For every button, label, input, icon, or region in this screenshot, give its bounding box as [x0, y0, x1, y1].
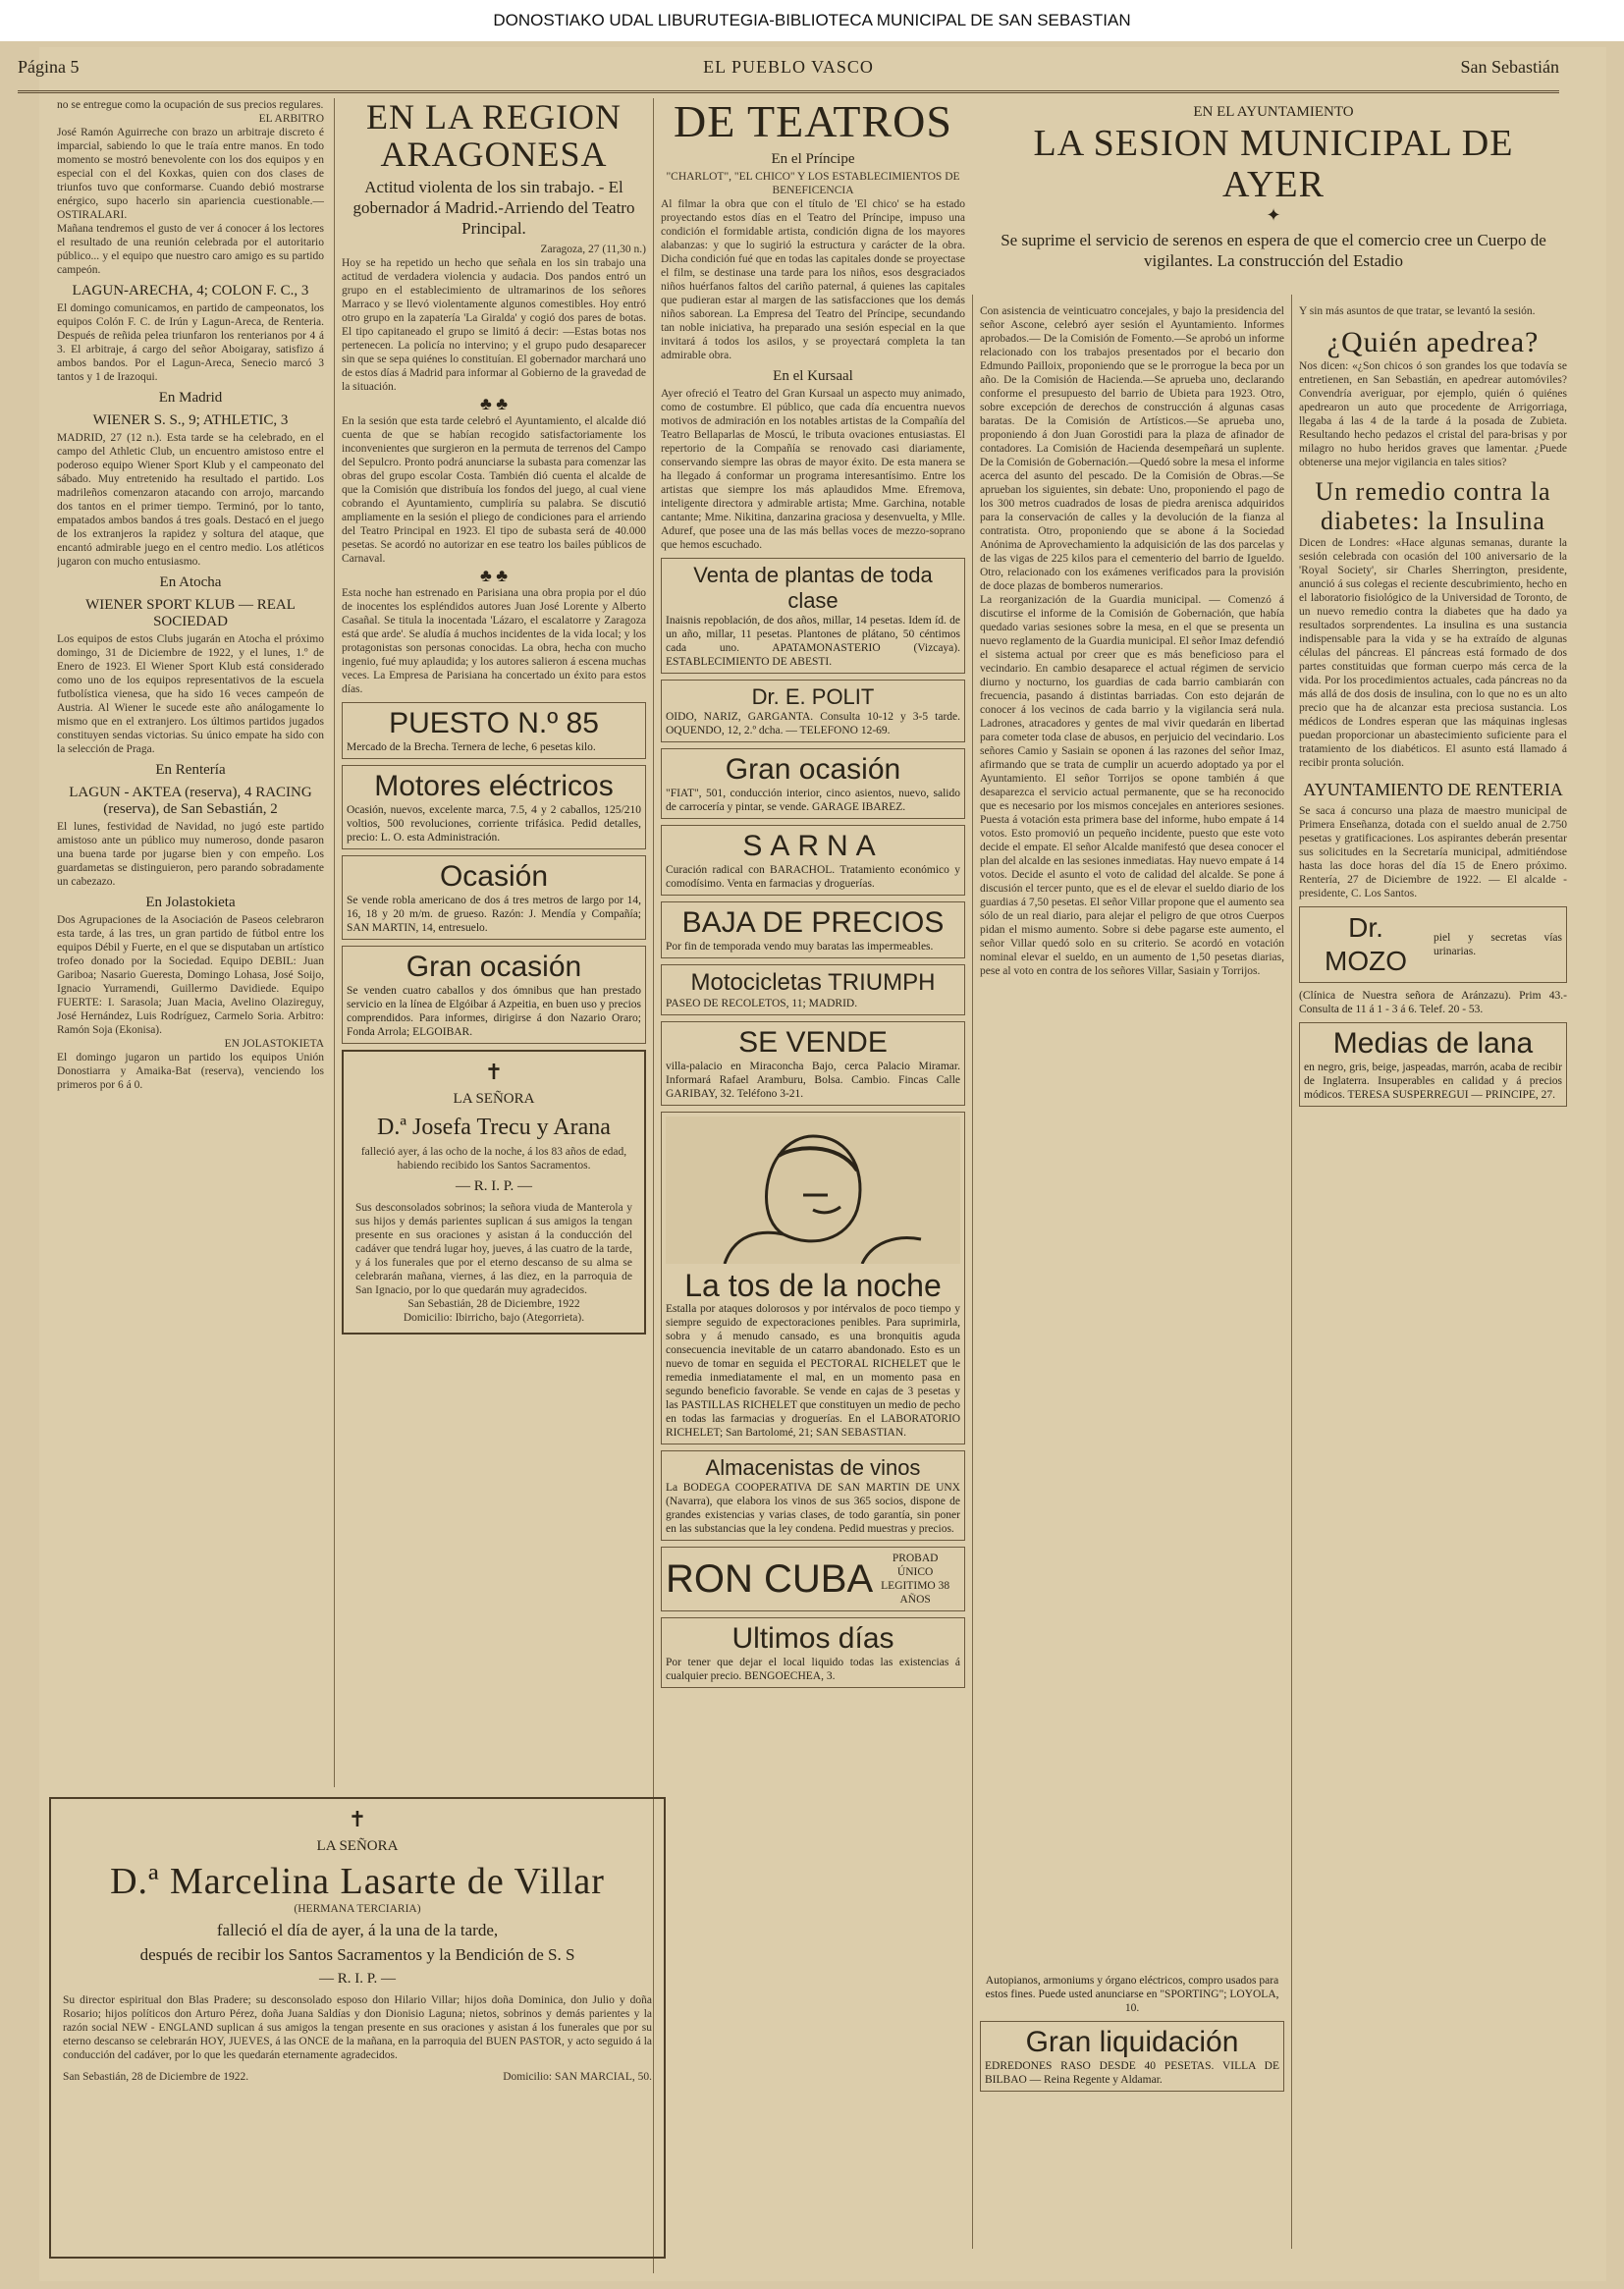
article-text: El domingo comunicamos, en partido de campeonatos, los equipos Colón F. C. de Irún y Lagun-Areca, de Renteria. Después de reñida pelea triunfaron los renterianos por 4 á 3. El arbitraje, á cargo del señor Aboigaray, satisfizo á ambos bandos. Por el Lagun-Areca, Senecio marcó 3 tantos y 1 de Irazoqui.: [57, 302, 324, 383]
column-sports: [57, 98, 324, 1782]
column-municipal-left: [980, 304, 1284, 1964]
article-text: Ayer ofreció el Teatro del Gran Kursaal un aspecto muy animado, como de costumbre. El público, que cada día encuentra nuevos motivos de admiración en los notables artistas de la Compañía del Teatro Bellaparlas de Moscú, le tributa ovaciones entusiastas. El repertorio de la Compañía se renovado casi diariamente, conservando siempre las obras de mayor éxito. De esta manera se ha llegado á conformar un programa interesantísimo. Entre los artistas que siempre los más aplaudidos Mme. Efremova, inteligente directora y admirable artista; Mme. Garchina, notable cantante; Mme. Nikitina, danzarina graciosa y desenvuelta, y Mlle. Aduref, que posee una de las más bellas voces de mezzo-soprano que hemos escuchado.: [661, 388, 965, 551]
article-text: Hoy se ha repetido un hecho que señala en los sin trabajo una actitud de verdadera violencia y audacia. Dos pandos entró un grupo en el establecimiento de ultramarinos de los señores Marraco y se llevó violentamente algunos comestibles. Hoy entró otro grupo en la zapatería 'La Giralda' y cogió dos pares de botas. El tipo capitaneado el grupo se limitó á decir: —Estas botas nos pertenecen. La policía no intervino; y el grupo pudo desaparecer sin que se sepa quiénes lo constituían. El gobernador marchará uno de estos días á Madrid para informar al Gobierno de la gravedad de la situación.: [342, 257, 646, 393]
article-text: Dicen de Londres: «Hace algunas semanas, durante la sesión celebrada con ocasión del 100 aniversario de la 'Royal Society', sir Charles Sherrington, presidente, anunció á sus colegas el reciente descubrimiento, hecho en el laboratorio fisiológico de la Universidad de Toronto, de un nuevo remedio contra la diabetes que ha dado ya resultados sorprendentes. La insulina es una sustancia indispensable para la vida y se ha extraído de algunas células del páncreas. El páncreas está formado de dos partes constituidas que forman cuerpo más cerca de la vida. Por los procedimientos actuales, cada páncreas no da más allá de dos dosis de insulina, con lo que no es un alto precio que ha de alcanzar esta preciosa sustancia. Los médicos de Londres esperan que las máquinas inglesas puedan proporcionar un abastecimiento suficiente para el tratamiento de los diabéticos. El asunto está llamado á recibir pronta solución.: [1299, 537, 1567, 769]
obituary-home: Domicilio: SAN MARCIAL, 50.: [503, 2071, 652, 2083]
ad-heading: Gran ocasión: [406, 951, 582, 983]
library-header: DONOSTIAKO UDAL LIBURUTEGIA-BIBLIOTECA MUNICIPAL DE SAN SEBASTIAN: [0, 0, 1624, 41]
column-aragon: [342, 98, 646, 1782]
ad-tos: [661, 1112, 965, 1444]
headline: AYUNTAMIENTO DE RENTERIA: [1303, 780, 1563, 799]
column-rule: [972, 295, 973, 2249]
ad-heading: Dr. E. POLIT: [751, 684, 875, 709]
column-theatres: [661, 98, 965, 2273]
byline: EN JOLASTOKIETA: [224, 1038, 324, 1050]
obituary-title: LA SEÑORA: [316, 1838, 399, 1854]
obituary-text: falleció ayer, á las ocho de la noche, á los 83 años de edad, habiendo recibido los Santos Sacramentos.: [360, 1146, 627, 1172]
ad-liquidacion: [980, 2021, 1284, 2092]
article-text: Nos dicen: «¿Son chicos ó son grandes los que todavía se entretienen, en San Sebastián, en apedrear automóviles? Convendría averiguar, por ejemplo, quién ó quiénes apedrearon un auto que procedente de Arrigorriaga, llegaba á las 4 de la tarde á la posada de Zubieta. Resultando hecho pedazos el cristal del para-brisas y por milagro no hubo heridos graves que lamentar. ¿Puede obtenerse una mejor vigilancia en tales sitios?: [1299, 360, 1567, 468]
obituary-trecu: [342, 1050, 646, 1335]
article-text: El lunes, festividad de Navidad, no jugó este partido amistoso ante un público muy numeroso, donde pasaron una buena tarde por jugarse bien y con empeño. Los guardametas se distinguieron, pero parando sobradamente un cabezazo.: [57, 821, 324, 888]
ad-gran-ocasion: [342, 946, 646, 1044]
article-text: Mañana tendremos el gusto de ver á conocer á los lectores el resultado de una reunión celebrada por el autoritario público... y el equipo que nuestro caro amigo es su partido campeón.: [57, 223, 324, 276]
cross-icon: ✝: [348, 1807, 367, 1831]
obituary-name: D.ª Marcelina Lasarte de Villar: [110, 1861, 605, 1902]
ad-motores: [342, 765, 646, 849]
ad-text: Por fin de temporada vendo muy baratas las impermeables.: [666, 941, 934, 953]
subheading: "CHARLOT", "EL CHICO" Y LOS ESTABLECIMIENTOS DE BENEFICENCIA: [666, 171, 960, 196]
obituary-lasarte: [49, 1797, 666, 2259]
ad-heading: Venta de plantas de toda clase: [693, 563, 933, 613]
ad-gran-ocasion: [661, 748, 965, 819]
ad-heading: Gran liquidación: [1025, 2026, 1239, 2058]
ad-text: La BODEGA COOPERATIVA DE SAN MARTIN DE UNX (Navarra), que elabora los vinos de sus 365 socios, dispone de grandes existencias y varias clases, de todo garantía, sin poner en las substancias que la ley condena. Pedid muestras y precios.: [666, 1482, 960, 1535]
ad-text: Por tener que dejar el local liquido todas las existencias á cualquier precio. BENGOECHEA, 3.: [666, 1657, 960, 1682]
article-text: Esta noche han estrenado en Parisiana una obra propia por el dúo de inocentes los espléndidos autores Juan José Lorente y Alberto Casañal. Se titula la inocentada 'Lázaro, el escalatorre y Zaragoza está que arde'. Se aludía á muchos incidentes de la vida local; y los protagonistas son personas conocidas. La obra, hecha con mucho ingenio, fué muy aplaudida; y los autores salieron á escena muchas veces. La Empresa de Parisiana ha concertado un éxito para estos días.: [342, 587, 646, 695]
section-heading: En el Kursaal: [773, 368, 853, 384]
dateline: Zaragoza, 27 (11,30 n.): [540, 244, 646, 255]
ad-vinos: [661, 1450, 965, 1541]
column-rule: [334, 98, 335, 1787]
ad-text: OIDO, NARIZ, GARGANTA. Consulta 10-12 y 3-5 tarde. OQUENDO, 12, 2.º dcha. — TELEFONO 12-69.: [666, 711, 960, 736]
ad-text: (Clínica de Nuestra señora de Aránzazu). Prim 43.-Consulta de 11 á 1 - 3 á 6. Telef. 20 - 53.: [1299, 990, 1567, 1015]
article-text: Los equipos de estos Clubs jugarán en Atocha el próximo domingo, 31 de Diciembre de 1922, y el lunes, 1.º de Enero de 1923. El Wiener Sport Klub está considerado como uno de los equipos representativos de la escuela futbolística vienesa, que ha sido 16 veces campeón de Austria. Al Wiener le sucede este año análogamente lo mismo que en el extranjero. Los últimos partidos jugados constituyen sendas victorias. Su único empate ha sido con la selección de Praga.: [57, 633, 324, 755]
ad-text: Estalla por ataques dolorosos y por intérvalos de poco tiempo y siempre seguido de expectoraciones penibles. Para suprimirla, sobra y á menudo cansado, es una bronquitis aguda consecuencia inevitable de un catarro abandonado. Esto es un nuevo de tomar en seguida el PECTORAL RICHELET que le remedia inmediatamente el mal, en un momento pasa en segundo beneficio favorable. Se vende en cajas de 3 pesetas y las PASTILLAS RICHELET que constituyen un medio de pecho en todas las farmacias y droguerías. En el LABORATORIO RICHELET; San Bartolomé, 21; SAN SEBASTIAN.: [666, 1303, 960, 1439]
ad-heading: Ultimos días: [731, 1622, 894, 1655]
obituary-date: San Sebastián, 28 de Diciembre de 1922.: [63, 2071, 249, 2083]
masthead-rule: [18, 90, 1559, 93]
ornament: ♣ ♣: [479, 394, 509, 413]
article-text: Y sin más asuntos de que tratar, se levantó la sesión.: [1299, 305, 1536, 317]
article-text: Dos Agrupaciones de la Asociación de Paseos celebraron esta tarde, á las tres, un gran partido de fútbol entre los equipos Débil y Fuerte, en el que se disputaban un artístico trofeo donado por la Sociedad. Equipo DEBIL: Juan Gariboa; Nasario Gueresta, Domingo Lohasa, José Soijo, Ignacio Yurramendi, Guillermo Davidiede. Equipo FUERTE: I. Sarasola; Juan Macia, Avelino Olazireguy, José Hernández, Luis Rodríguez, Carmelo Soria. Arbitro: Ramón Soja (Ekonisa).: [57, 914, 324, 1036]
ad-text: "FIAT", 501, conducción interior, cinco asientos, nuevo, salido de carrocería y pintar, se vende. GARAGE IBAREZ.: [666, 788, 960, 813]
ad-text: en negro, gris, beige, jaspeadas, marrón, acaba de recibir de Inglaterra. Insuperables en calidad y á precios módicos. TERESA SUSPERREGUI — PRINCIPE, 27.: [1304, 1062, 1562, 1101]
obituary-body: Su director espiritual don Blas Pradere; su desconsolado esposo don Hilario Villar; hijos doña Dominica, don Julio y doña Rosario; hijos políticos don Arturo Pérez, doña Juana Saldías y don Dionisio Laguna; nietos, sobrinos y demás parientes y la razón social NEW - ENGLAND suplican á sus amigos la tengan presente en sus oraciones y asistan á los funerales que por su eterno descanso se celebrarán HOY, JUEVES, á las ONCE de la mañana, en la parroquia del BUEN PASTOR, y acto seguido á la conducción del cadáver, por lo que les quedarán eternamente agradecidos.: [63, 1994, 652, 2061]
section-heading: En Madrid: [158, 390, 223, 406]
ad-heading: SE VENDE: [738, 1026, 888, 1059]
ad-text: piel y secretas vías urinarias.: [1434, 932, 1562, 957]
ad-heading: La tos de la noche: [684, 1268, 942, 1303]
ad-sarna: [661, 825, 965, 896]
page-number: Página 5: [18, 57, 80, 77]
match-heading: LAGUN-ARECHA, 4; COLON F. C., 3: [72, 283, 309, 299]
article-text: José Ramón Aguirreche con brazo un arbitraje discreto é imparcial, sabiendo lo que le traía entre manos. En todo momento se mostró benevolente con los dos equipos y en especial con el del Koxkas, quien con dos clases de triunfos tuvo que conformarse. Cuando debió mostrarse enérgico, supo hacerlo sin apariencia cuestionable.— OSTIRALARI.: [57, 127, 324, 221]
obituary-rip: — R. I. P. —: [456, 1178, 532, 1194]
ad-puesto: [342, 702, 646, 759]
obituary-footer: [63, 2070, 652, 2084]
ad-heading: RON CUBA: [666, 1557, 874, 1601]
deck: Actitud violenta de los sin trabajo. - El gobernador á Madrid.-Arriendo del Teatro Principal.: [352, 178, 635, 238]
article-text: Con asistencia de veinticuatro concejales, y bajo la presidencia del señor Ascone, celebró ayer sesión el Ayuntamiento. Informes aprobados.— De la Comisión de Fomento.—Se aprobó un informe relacionado con los trabajos presentados por el becario don Edmundo Pailloix, proponiendo que se le prorrogue la beca por un año. De la Comisión de Hacienda.—Se aprueba uno, declarando conforme el presupuesto del barrio de Ubieta para 1923. Otro, sobre excepción de derechos de construcción á algunas casas baratas. De la Comisión de Artísticos.—Se aprueba uno, proponiendo á don Juan Gorostidi para la plaza de afinador de contadores. La Comisión de Hacienda desempeñará un suplente. De la Comisión de Gobernación.—Quedó sobre la mesa el informe acerca del asunto del pescado. De la Comisión de Obras.—Se aprueban los siguientes, sin debate: Uno, proponiendo el pago de los 300 metros cuadrados de losas de piedra arenisca adquiridos para la conservación de calles y la devolución de la fianza al contratista. Otro, proponiendo que se abone á la Sociedad Anónima de Aprovechamiento la adquisición de las dos parcelas y de las vigas de 225 kilos para el cementerio del barrio de Igueldo. Otro, relacionado con los exámenes verificados para la provisión de doce plazas de bomberos numerarios.: [980, 305, 1284, 592]
ad-plantas: [661, 558, 965, 674]
article-text: no se entregue como la ocupación de sus precios regulares.: [57, 99, 324, 111]
ad-text: villa-palacio en Miraconcha Bajo, cerca Palacio Miramar. Informará Rafael Aramburu, Bolsa. Cambio. Fincas Calle GARIBAY, 32. Teléfono 3-21.: [666, 1061, 960, 1100]
obituary-line: después de recibir los Santos Sacramentos y la Bendición de S. S: [139, 1945, 575, 1964]
headline: Un remedio contra la diabetes: la Insulina: [1315, 477, 1551, 535]
ad-heading: BAJA DE PRECIOS: [681, 906, 945, 939]
obituary-name: D.ª Josefa Trecu y Arana: [377, 1115, 611, 1140]
ad-baja-precios: [661, 901, 965, 958]
ad-heading: Motocicletas TRIUMPH: [690, 969, 936, 996]
ad-text: Se vende robla americano de dos á tres metros de largo por 14, 16, 18 y 20 m/m. de grueso. Razón: J. Mendía y Compañía; SAN MARTIN, 14, entresuelo.: [347, 895, 641, 934]
ad-text: Se venden cuatro caballos y dos ómnibus que han prestado servicio en la línea de Elgóibar á Azpeitia, en buen uso y precios comprendidos. Para informes, dirigirse á don Nazario Oraro; Fonda Arrola; ELGOIBAR.: [347, 985, 641, 1038]
article-text: En la sesión que esta tarde celebró el Ayuntamiento, el alcalde dió cuenta de que se habían recogido satisfactoriamente los inconvenientes que surgieron en la permuta de terrenos del Campo del Sepulcro. Pronto podrá anunciarse la subasta para comenzar las obras del grupo escolar Costa. También dió cuenta el alcalde de que la Comisión que distribuía los fondos del juego, al cual viene cobrando el Ayuntamiento, cumpliría su palabra. Se discutió ampliamente en la sesión el pliego de condiciones para el arriendo del Teatro Principal en 1923. El tipo de subasta será de 40.000 pesetas. Se acordó no autorizar en ese teatro los bailes públicos de Carnaval.: [342, 415, 646, 565]
obituary-home: Domicilio: Ibirricho, bajo (Ategorrieta).: [403, 1312, 585, 1324]
obituary-rip: — R. I. P. —: [319, 1971, 396, 1987]
ad-ocasion: [342, 855, 646, 940]
ad-ron-cuba: [661, 1547, 965, 1611]
headline: LA SESION MUNICIPAL DE AYER: [1033, 123, 1514, 205]
ad-text: EDREDONES RASO DESDE 40 PESETAS. VILLA DE BILBAO — Reina Regente y Aldamar.: [985, 2060, 1279, 2086]
ornament: ✦: [1266, 205, 1281, 225]
headline: ¿Quién apedrea?: [1326, 326, 1540, 358]
article-text: MADRID, 27 (12 n.). Esta tarde se ha celebrado, en el campo del Athletic Club, un encuentro amistoso entre el poderoso equipo Wiener Sport Klub y el campeonato del sábado. Muy entretenido ha resultado el partido. Los madrileños comenzaron atacando con arrojo, marcando dos tantos en el primer tiempo. Terminó, por lo tanto, empatados ambos bandos á tres goals. Destacó en el juego de los extranjeros la rapidez y soltura del ataque, que encantó admirable juego en el centro medio. Los atléticos jugaron con mucho entusiasmo.: [57, 432, 324, 568]
city-label: San Sebastián: [1460, 57, 1559, 77]
ad-text: Mercado de la Brecha. Ternera de leche, 6 pesetas kilo.: [347, 741, 596, 753]
ad-heading: Dr. MOZO: [1325, 912, 1408, 976]
column-municipal-right: [1299, 304, 1567, 2268]
ad-text: Curación radical con BARACHOL. Tratamiento económico y comodísimo. Venta en farmacias y droguerías.: [666, 864, 960, 890]
ad-heading: PUESTO N.º 85: [389, 707, 599, 739]
newspaper-title: EL PUEBLO VASCO: [703, 57, 874, 77]
deck: Se suprime el servicio de serenos en espera de que el comercio cree un Cuerpo de vigilantes. La construcción del Estadio: [1001, 231, 1546, 270]
section-heading: En el Príncipe: [771, 151, 855, 167]
headline: DE TEATROS: [674, 98, 952, 146]
byline: EL ARBITRO: [258, 113, 324, 125]
ad-dr-mozo: [1299, 906, 1567, 983]
article-text: Se saca á concurso una plaza de maestro municipal de Primera Enseñanza, dotada con el sueldo anual de 2.750 pesetas y gratificaciones. Los aspirantes deberán presentar sus solicitudes en la Secretaría municipal, admitiéndose hasta las doce horas del día 15 de Enero próximo. Rentería, 27 de Diciembre de 1922. — El alcalde - presidente, C. Los Santos.: [1299, 805, 1567, 899]
obituary-body: Sus desconsolados sobrinos; la señora viuda de Manterola y sus hijos y demás parientes suplican á sus amigos la tengan presente en sus oraciones y asistan á la conducción del cadáver que tendrá lugar hoy, jueves, á las cuatro de la tarde, y á los funerales que por el eterno descanso de su alma se celebrarán mañana, viernes, á las diez, en la parroquia de San Ignacio, por lo que quedarán muy agradecidos.: [355, 1202, 632, 1296]
ad-heading: Gran ocasión: [725, 753, 901, 786]
cross-icon: ✝: [484, 1060, 504, 1084]
column-rule: [1291, 295, 1292, 2249]
section-heading: En Atocha: [159, 574, 222, 590]
ad-heading: Motores eléctricos: [374, 770, 614, 802]
ad-ultimos-dias: [661, 1617, 965, 1688]
bottom-ads: [980, 1974, 1284, 2268]
match-heading: LAGUN - AKTEA (reserva), 4 RACING (reserva), de San Sebastián, 2: [69, 785, 312, 817]
ad-heading: Almacenistas de vinos: [705, 1455, 921, 1480]
section-heading: En Jolastokieta: [145, 895, 236, 910]
kicker: EN EL AYUNTAMIENTO: [1193, 104, 1354, 120]
ad-se-vende: [661, 1021, 965, 1106]
article-text: La reorganización de la Guardia municipal. — Comenzó á discutirse el informe de la Comisión de Gobernación, que había quedado varias sesiones sobre la mesa, en el que se presenta un nuevo reglamento de la Guardia municipal. El señor Imaz defendió el sistema actual por creer que es más beneficioso para el vecindario. En cambio desaparece el actual régimen de servicio diurno y nocturno, los guardias de cada barrio cambiarán con frecuencia, pasando á distintas barriadas. Con esto dejarán de conocer á los vecinos de cada barrio y la vigilancia será nula. Ladrones, atracadores y gentes de mal vivir quedarán en libertad para cometer toda clase de abusos, en perjuicio del vecindario. Los señores Camio y Sasiain se oponen á las razones del señor Imaz, afirmando que se trata de cumplir un acuerdo adoptado ya por el Ayuntamiento. El señor Torrijos se opone también á que desaparezca el servicio actual permanente, que se ha reconocido que es necesario por los mismos concejales en anteriores sesiones. Puesta á votación esta primera base del informe, hubo empate á 14 votos. Esto promovió un pequeño incidente, puesto que este voto decide el empate. El señor Alcalde manifestó que desea conocer el plan del alcalde en las sesiones inmediatas. Hay nuevo empate á 14 votos. Decide el asunto el voto de calidad del alcalde. Se pone á discusión el tercer punto, que es el de elevar el sueldo diario de los guardias á 7,50 pesetas. El señor Villar propone que el aumento sea sólo de un real diario, para alejar el peligro de que otros Cuerpos pidan el mismo aumento. Sobre si debe pagarse este aumento, el señor Villar quedó solo en su criterio. Se acordó en votación nominal elevar el sueldo, en un aumento de 1,50 pesetas diarias, pese al voto en contra de los señores Villar, Sasiain y Torrijos.: [980, 594, 1284, 977]
ad-medias: [1299, 1022, 1567, 1107]
municipal-header: [980, 98, 1567, 295]
ad-text: Autopianos, armoniums y órgano eléctricos, compro usados para estos fines. Puede usted anunciarse en "SPORTING"; LOYOLA, 10.: [985, 1975, 1279, 2014]
obituary-date: San Sebastián, 28 de Diciembre, 1922: [407, 1298, 580, 1310]
ad-text: Ocasión, nuevos, excelente marca, 7.5, 4 y 2 caballos, 125/210 voltios, 500 revoluciones, corriente trifásica. Pedid detalles, precio: L. O. esta Administración.: [347, 804, 641, 844]
match-heading: WIENER SPORT KLUB — REAL SOCIEDAD: [85, 597, 296, 629]
masthead: [18, 57, 1559, 84]
ad-heading: Medias de lana: [1332, 1027, 1534, 1060]
headline: EN LA REGION ARAGONESA: [366, 98, 622, 174]
section-heading: En Rentería: [155, 762, 226, 778]
ad-heading: Ocasión: [439, 860, 549, 893]
ad-text: PASEO DE RECOLETOS, 11; MADRID.: [666, 998, 858, 1009]
article-text: El domingo jugaron un partido los equipos Unión Donostiarra y Amaika-Bat (reserva), venciendo los primeros por 6 á 0.: [57, 1052, 324, 1091]
obituary-order: (HERMANA TERCIARIA): [294, 1903, 421, 1915]
ad-text: PROBAD ÚNICO LEGITIMO 38 AÑOS: [881, 1553, 950, 1606]
ornament: ♣ ♣: [479, 566, 509, 585]
obituary-line: falleció el día de ayer, á la una de la tarde,: [216, 1921, 499, 1939]
ad-triumph: [661, 964, 965, 1015]
article-text: Al filmar la obra que con el título de 'El chico' se ha estado proyectando estos días en el Teatro del Príncipe, impuso una condición el formidable artista, condición digna de los mayores alabanzas: y que lo sugirió la estructura y carácter de la obra. Dicha condición fué que en todas las capitales donde se proyectase el film, se destinase una tarde para los niños, esos desgraciados niños huérfanos faltos del cariño paternal, á quienes las capitales que pudieran estar al margen de las satisfacciones que los demás niños saborean. La Empresa del Teatro del Príncipe, secundando tan noble iniciativa, ha preparado una sesión especial en la que invitará á todos los asilos, y se proyectará completa la tan admirable obra.: [661, 198, 965, 361]
man-coughing-illustration: [666, 1117, 960, 1264]
match-heading: WIENER S. S., 9; ATHLETIC, 3: [92, 412, 289, 428]
ad-text: Inaisnis repoblación, de dos años, millar, 14 pesetas. Idem íd. de un año, millar, 11 pesetas. Plantones de plátano, 50 céntimos cada uno. APATAMONASTERIO (Vizcaya). ESTABLECIMIENTO DE ABESTI.: [666, 615, 960, 668]
ad-heading: SARNA: [742, 830, 884, 862]
ad-polit: [661, 680, 965, 742]
obituary-title: LA SEÑORA: [453, 1091, 535, 1107]
